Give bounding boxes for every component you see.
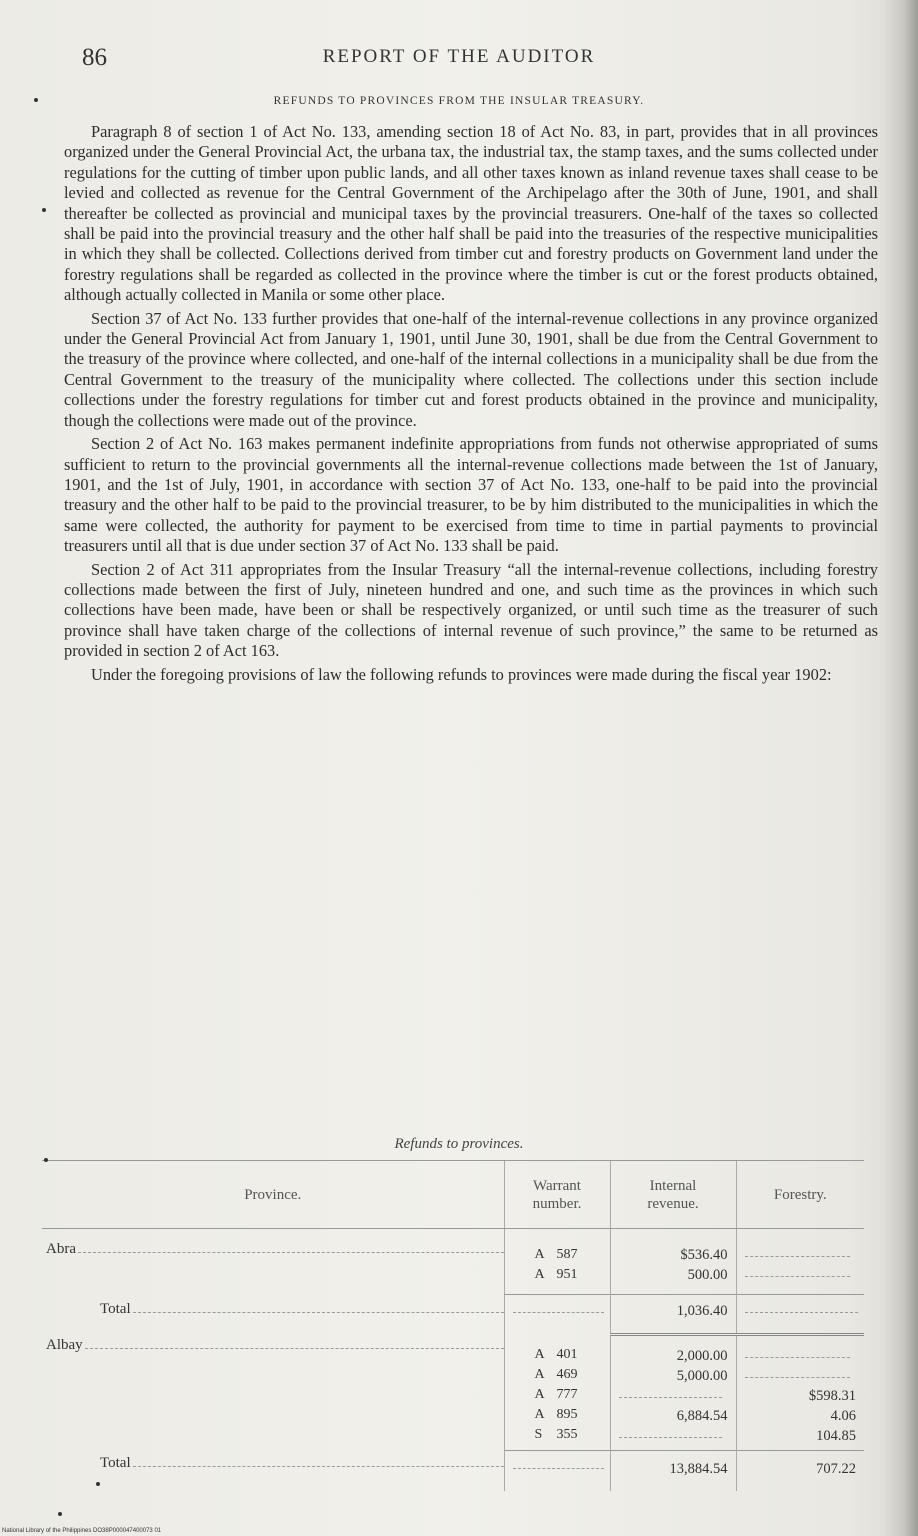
print-speck xyxy=(34,98,38,102)
empty-dash xyxy=(737,1366,857,1386)
internal-cell xyxy=(610,1335,736,1451)
dot-leader xyxy=(133,1312,504,1313)
header-internal-line: revenue. xyxy=(647,1195,699,1212)
province-name: Albay xyxy=(46,1336,83,1353)
empty-dash xyxy=(737,1301,865,1321)
forestry-cell xyxy=(736,1229,864,1295)
province-cell xyxy=(42,1335,504,1451)
total-label-cell xyxy=(42,1451,504,1491)
total-warrant-cell xyxy=(504,1295,610,1335)
paragraph: Paragraph 8 of section 1 of Act No. 133, amending section 18 of Act No. 83, in part, provides that in all provinces organized under the General Provincial Act, the urbana tax, the industrial tax, the stamp taxes, and the sums collected under regulations for the cutting of timber upon public lands, and all other taxes known as inland revenue taxes shall cease to be levied and collected as revenue for the Central Government of the Archipelago after the 30th of June, 1901, and shall thereafter be collected as provincial and municipal taxes by the provincial treasurers. One-half of the taxes so collected shall be paid into the provincial treasury and the other half shall be paid into the treasuries of the respective municipalities in which they shall be collected. Collections derived from timber cut and forestry products on Government land under the forestry regulations shall be regarded as collected in the province where the timber is cut or the forest products obtained, although actually collected in Manila or some other place. xyxy=(64,122,878,305)
print-speck xyxy=(96,1482,100,1486)
total-forestry-cell xyxy=(736,1295,864,1335)
print-speck xyxy=(44,1158,48,1162)
total-internal-cell xyxy=(610,1451,736,1491)
header-internal xyxy=(610,1161,736,1229)
warrant-entry: A 951 xyxy=(534,1267,578,1282)
forestry-value: 4.06 xyxy=(830,1408,856,1424)
footer-credit: National Library of the Philippines DO38P000047400073 01 xyxy=(2,1528,162,1534)
empty-dash xyxy=(505,1457,610,1477)
empty-dash xyxy=(737,1346,857,1366)
warrant-entry: A 777 xyxy=(534,1386,578,1402)
header-province: Province. xyxy=(42,1161,504,1229)
dot-leader xyxy=(133,1466,504,1467)
page-number: 86 xyxy=(82,44,107,71)
leader-line xyxy=(100,1455,504,1472)
internal-value: 6,884.54 xyxy=(676,1408,728,1424)
leader-line xyxy=(46,1241,504,1258)
dot-leader xyxy=(78,1252,504,1253)
total-warrant-cell xyxy=(504,1451,610,1491)
paragraph: Under the foregoing provisions of law the following refunds to provinces were made during the fiscal year 1902: xyxy=(91,664,832,684)
table-row xyxy=(42,1335,864,1451)
header-warrant-line: Warrant xyxy=(533,1177,581,1194)
total-label-cell xyxy=(42,1295,504,1335)
refunds-table xyxy=(42,1160,864,1491)
warrant-cell xyxy=(504,1335,610,1451)
forestry-value: $598.31 xyxy=(808,1388,856,1404)
province-name: Abra xyxy=(46,1241,76,1257)
warrant-entry: A 587 xyxy=(534,1247,578,1262)
forestry-cell xyxy=(736,1335,864,1451)
warrant-entry: A 401 xyxy=(534,1346,578,1362)
paragraph: Section 37 of Act No. 133 further provides that one-half of the internal-revenue collections in any province organized under the General Provincial Act from January 1, 1901, until June 30, 1901, shall be due from the Central Government to the treasury of the province where collected, and one-half of the internal collections in a municipality shall be due from the Central Government to the treasury of the municipality where collected. The collections under this section include collections under the forestry regulations for timber cut and forest products obtained in the province and municipality, though the collections were made out of the province. xyxy=(64,308,878,430)
empty-dash xyxy=(505,1301,610,1321)
leader-line xyxy=(100,1301,504,1318)
page-edge-shadow xyxy=(882,0,918,1536)
header-warrant-line: number. xyxy=(532,1195,582,1212)
total-forestry-cell xyxy=(736,1451,864,1491)
empty-dash xyxy=(737,1265,857,1285)
header-forestry: Forestry. xyxy=(736,1161,864,1229)
empty-dash xyxy=(611,1426,728,1446)
internal-value: 5,000.00 xyxy=(676,1368,728,1384)
print-speck xyxy=(58,1512,62,1516)
body-text xyxy=(64,122,878,688)
empty-dash xyxy=(611,1386,728,1406)
table-header-row xyxy=(42,1161,864,1229)
total-internal-cell xyxy=(610,1295,736,1335)
leader-line xyxy=(46,1337,504,1354)
internal-value: 2,000.00 xyxy=(676,1348,728,1364)
internal-cell xyxy=(610,1229,736,1295)
total-label: Total xyxy=(100,1300,131,1317)
internal-value: $536.40 xyxy=(680,1247,728,1263)
province-cell xyxy=(42,1229,504,1295)
dot-leader xyxy=(85,1348,504,1349)
paragraph: Section 2 of Act 311 appropriates from the Insular Treasury “all the internal-revenue collections, including forestry collections made between the first of July, nineteen hundred and one, and such time as the provinces in which such collections have been made, have been or shall be respectively organized, or until such time as the treasurer of such province shall have taken charge of the collections of internal revenue of such province,” the same to be returned as provided in section 2 of Act 163. xyxy=(64,559,878,661)
total-forestry-value: 707.22 xyxy=(816,1461,856,1477)
table-row xyxy=(42,1229,864,1295)
empty-dash xyxy=(737,1245,857,1265)
total-label: Total xyxy=(100,1454,131,1471)
warrant-entry: S 355 xyxy=(534,1426,578,1442)
warrant-entry: A 469 xyxy=(534,1366,578,1382)
paragraph: Section 2 of Act No. 163 makes permanent indefinite appropriations from funds not otherwise appropriated of sums sufficient to return to the provincial governments all the internal-revenue collections made between the 1st of January, 1901, and the 1st of July, 1901, in accordance with section 37 of Act No. 133, one-half to be paid into the provincial treasury and the other half to be paid to the provincial treasurer, to be by him distributed to the municipalities in which the same were collected, the authority for payment to be exercised from time to time in partial payments to provincial treasurers until all that is due under section 37 of Act No. 133 shall be paid. xyxy=(64,434,878,556)
total-internal-value: 13,884.54 xyxy=(669,1461,728,1477)
header-internal-line: Internal xyxy=(649,1177,697,1194)
header-warrant xyxy=(504,1161,610,1229)
page-header xyxy=(0,44,918,84)
internal-value: 500.00 xyxy=(687,1267,728,1283)
section-heading: REFUNDS TO PROVINCES FROM THE INSULAR TREASURY. xyxy=(273,95,645,107)
warrant-cell xyxy=(504,1229,610,1295)
total-row xyxy=(42,1295,864,1335)
warrant-entry: A 895 xyxy=(534,1406,578,1422)
total-internal-value: 1,036.40 xyxy=(676,1303,728,1319)
table-caption: Refunds to provinces. xyxy=(394,1136,524,1152)
running-head: REPORT OF THE AUDITOR xyxy=(322,46,596,67)
print-speck xyxy=(42,208,46,212)
total-row xyxy=(42,1451,864,1491)
forestry-value: 104.85 xyxy=(816,1428,856,1444)
